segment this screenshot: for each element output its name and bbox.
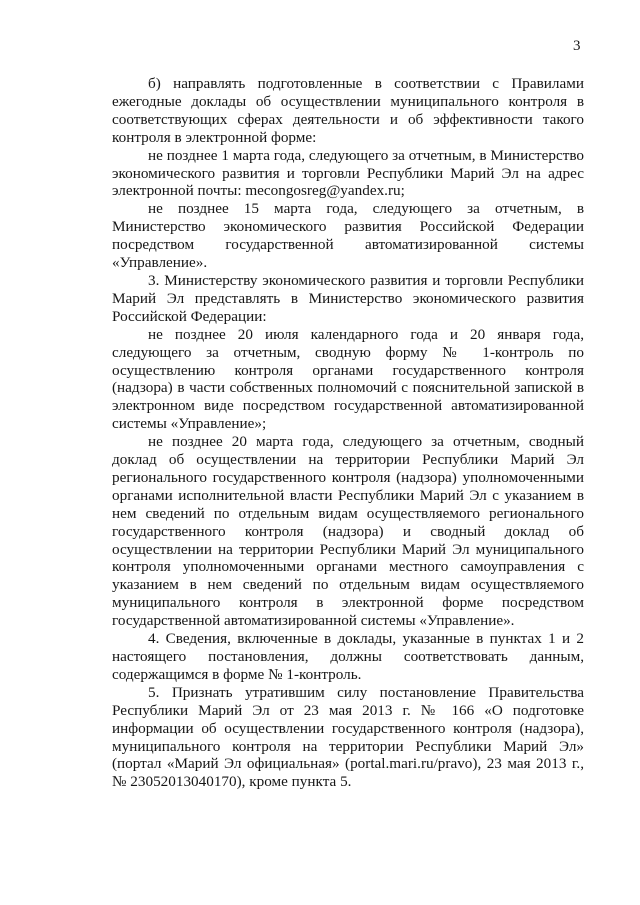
paragraph-5-repeal: 5. Признать утратившим силу постановление Правительства Республики Марий Эл от 23 мая 2013 г. № 166 «О подготовке информации об осуществлении государственного контроля (надзора), муниципального контроля на территории Республики Марий Эл» (портал «Марий Эл официальная» (portal.mari.ru/pravo), 23 мая 2013 г., № 23052013040170), кроме пункта 5. — [112, 683, 584, 791]
paragraph-b-annual-reports: б) направлять подготовленные в соответствии с Правилами ежегодные доклады об осуществлении муниципального контроля в соответствующих сферах деятельности и об эффективности такого контроля в электронной форме: — [112, 75, 584, 146]
paragraph-4-report-data: 4. Сведения, включенные в доклады, указанные в пунктах 1 и 2 настоящего постановления, должны соответствовать данным, содержащимся в форме № 1-контроль. — [112, 630, 584, 683]
paragraph-3-ministry: 3. Министерству экономического развития и торговли Республики Марий Эл представлять в Министерство экономического развития Российской Федерации: — [112, 271, 584, 325]
paragraph-deadline-july-january: не позднее 20 июля календарного года и 20 января года, следующего за отчетным, сводную форму № 1-контроль по осуществлению контроля органами государственного контроля (надзора) в части собственных полномочий с пояснительной запиской в электронном виде посредством государственной автоматизированной системы «Управление»; — [112, 325, 584, 433]
document-body — [112, 75, 584, 791]
paragraph-deadline-march-15: не позднее 15 марта года, следующего за отчетным, в Министерство экономического развития Российской Федерации посредством государственной автоматизированной системы «Управление». — [112, 200, 584, 272]
paragraph-deadline-march-1: не позднее 1 марта года, следующего за отчетным, в Министерство экономического развития и торговли Республики Марий Эл на адрес электронной почты: mecongosreg@yandex.ru; — [112, 146, 584, 200]
paragraph-deadline-march-20: не позднее 20 марта года, следующего за отчетным, сводный доклад об осуществлении на территории Республики Марий Эл регионального государственного контроля (надзора) уполномоченными органами исполнительной власти Республики Марий Эл с указанием в нем сведений по отдельным видам осуществляемого регионального государственного контроля (надзора) и сводный доклад об осуществлении на территории Республики Марий Эл муниципального контроля уполномоченными органами местного самоуправления с указанием в нем сведений по отдельным видам осуществляемого муниципального контроля в электронной форме посредством государственной автоматизированной системы «Управление». — [112, 433, 584, 630]
page-number: 3 — [573, 38, 581, 54]
